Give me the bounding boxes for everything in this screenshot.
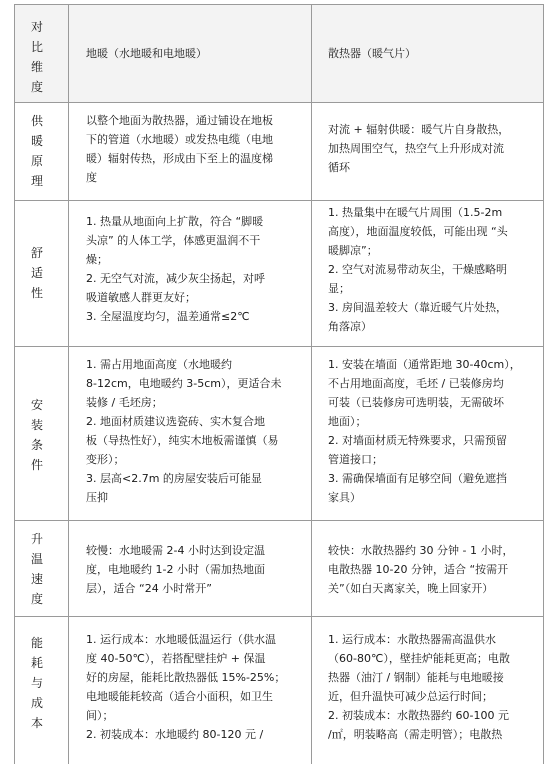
cell-line: 1. 运行成本：水地暖低温运行（供水温 [86,633,276,646]
floor-heating-cell [69,521,312,616]
cell-line: 电地暖能耗较高（适合小面积，如卫生 [86,690,273,703]
header-row [14,4,544,102]
cell-line: 2. 空气对流易带动灰尘，干燥感略明 [328,263,507,276]
cell-line: 变形）； [86,453,125,466]
cell-line: 2. 初装成本：水散热器约 60-100 元 [328,709,509,722]
radiator-header-cell [312,5,544,102]
dimension-char: 原 [31,154,44,168]
floor-heating-cell [69,617,312,764]
radiator-header: 散热器（暖气片） [328,47,416,60]
radiator-cell [312,347,544,520]
dimension-char: 舒 [31,246,44,260]
dimension-char: 能 [31,636,44,650]
cell-line: 燥； [86,253,108,266]
dimension-char: 安 [31,398,44,412]
cell-line: 1. 热量集中在暖气片周围（1.5-2m [328,206,503,219]
dimension-char: 暖 [31,134,44,148]
cell-line: 8-12cm，电地暖约 3-5cm），更适合未 [86,377,282,390]
radiator-cell [312,103,544,200]
cell-line: 1. 安装在墙面（通常距地 30-40cm）， [328,358,521,371]
floor-heating-cell [69,201,312,346]
comparison-table [14,4,544,764]
dimension-header-char: 度 [31,80,44,94]
dimension-header-char: 对 [31,20,44,34]
dimension-cell [14,347,69,520]
dimension-char: 供 [31,114,44,128]
cell-line: 2. 地面材质建议选瓷砖、实木复合地 [86,415,265,428]
dimension-char: 性 [31,286,44,300]
radiator-cell [312,617,544,764]
cell-line: 近，但升温快可减少总运行时间； [328,690,493,703]
dimension-char: 度 [31,592,44,606]
cell-line: 管道接口； [328,453,383,466]
cell-line: 3. 全屋温度均匀，温差通常≤2℃ [86,310,250,323]
table-row-heating-principle [14,102,544,200]
cell-line: 2. 对墙面材质无特殊要求，只需预留 [328,434,507,447]
dimension-char: 件 [31,458,44,472]
cell-line: 下的管道（水地暖）或发热电缆（电地 [86,133,273,146]
cell-line: 装修 / 毛坯房； [86,396,163,409]
cell-line: 度 40-50℃），若搭配壁挂炉 + 保温 [86,652,266,665]
cell-line: 度 [86,171,97,184]
cell-line: （60-80℃），壁挂炉能耗更高；电散 [328,652,510,665]
cell-line: 热器（油汀 / 钢制）能耗与电地暖接 [328,671,504,684]
cell-line: 2. 无空气对流，减少灰尘扬起，对呼 [86,272,265,285]
cell-line: 家具） [328,491,361,504]
cell-line: 较快：水散热器约 30 分钟 - 1 小时， [328,544,514,557]
cell-line: 暖）辐射传热，形成由下至上的温度梯 [86,152,273,165]
cell-line: 层），适合 “24 小时常开” [86,582,212,595]
table-row-heating-speed [14,520,544,616]
cell-line: 头凉” 的人体工学，体感更温润不干 [86,234,261,247]
dimension-char: 速 [31,572,44,586]
dimension-header-cell [14,5,69,102]
floor-heating-header: 地暖（水地暖和电地暖） [86,47,207,60]
cell-line: 角落凉） [328,320,372,333]
table-row-energy-cost [14,616,544,764]
cell-line: 地面）； [328,415,367,428]
cell-line: 循环 [328,161,350,174]
cell-line: 压抑 [86,491,108,504]
floor-heating-header-cell [69,5,312,102]
cell-line: 不占用地面高度，毛坯 / 已装修房均 [328,377,504,390]
table-row-installation [14,346,544,520]
cell-line: 显； [328,282,350,295]
dimension-char: 与 [31,676,44,690]
dimension-char: 升 [31,532,44,546]
cell-line: 对流 + 辐射供暖：暖气片自身散热， [328,123,510,136]
dimension-header-char: 维 [31,60,44,74]
dimension-char: 温 [31,552,44,566]
dimension-char: 耗 [31,656,44,670]
dimension-char: 适 [31,266,44,280]
table-row-comfort [14,200,544,346]
cell-line: 1. 运行成本：水散热器需高温供水 [328,633,496,646]
cell-line: 3. 层高<2.7m 的房屋安装后可能显 [86,472,262,485]
cell-line: 2. 初装成本：水地暖约 80-120 元 / [86,728,264,741]
dimension-char: 成 [31,696,44,710]
cell-line: 好的房屋，能耗比散热器低 15%-25%； [86,671,286,684]
cell-line: 电散热器 10-20 分钟，适合 “按需开 [328,563,509,576]
cell-line: 1. 需占用地面高度（水地暖约 [86,358,232,371]
dimension-header-char: 比 [31,40,44,54]
dimension-char: 装 [31,418,44,432]
cell-line: 以整个地面为散热器，通过铺设在地板 [86,114,273,127]
cell-line: 暖脚凉”； [328,244,378,257]
cell-line: 吸道敏感人群更友好； [86,291,196,304]
dimension-char: 本 [31,716,44,730]
cell-line: 间）； [86,709,114,722]
dimension-cell [14,521,69,616]
radiator-cell [312,201,544,346]
cell-line: 度，电地暖约 1-2 小时（需加热地面 [86,563,265,576]
cell-line: 加热周围空气，热空气上升形成对流 [328,142,504,155]
floor-heating-cell [69,347,312,520]
cell-line: 3. 房间温差较大（靠近暖气片处热， [328,301,507,314]
cell-line: 1. 热量从地面向上扩散，符合 “脚暖 [86,215,264,228]
dimension-cell [14,617,69,764]
dimension-cell [14,103,69,200]
dimension-cell [14,201,69,346]
cell-line: 可装（已装修房可选明装，无需破坏 [328,396,504,409]
radiator-cell [312,521,544,616]
cell-line: /㎡，明装略高（需走明管）；电散热 [328,728,503,741]
cell-line: 3. 需确保墙面有足够空间（避免遮挡 [328,472,507,485]
cell-line: 高度），地面温度较低，可能出现 “头 [328,225,508,238]
cell-line: 板（导热性好），纯实木地板需谨慎（易 [86,434,279,447]
cell-line: 较慢：水地暖需 2-4 小时达到设定温 [86,544,265,557]
dimension-char: 理 [31,174,44,188]
cell-line: 关”（如白天离家关，晚上回家开） [328,582,494,595]
floor-heating-cell [69,103,312,200]
dimension-char: 条 [31,438,44,452]
